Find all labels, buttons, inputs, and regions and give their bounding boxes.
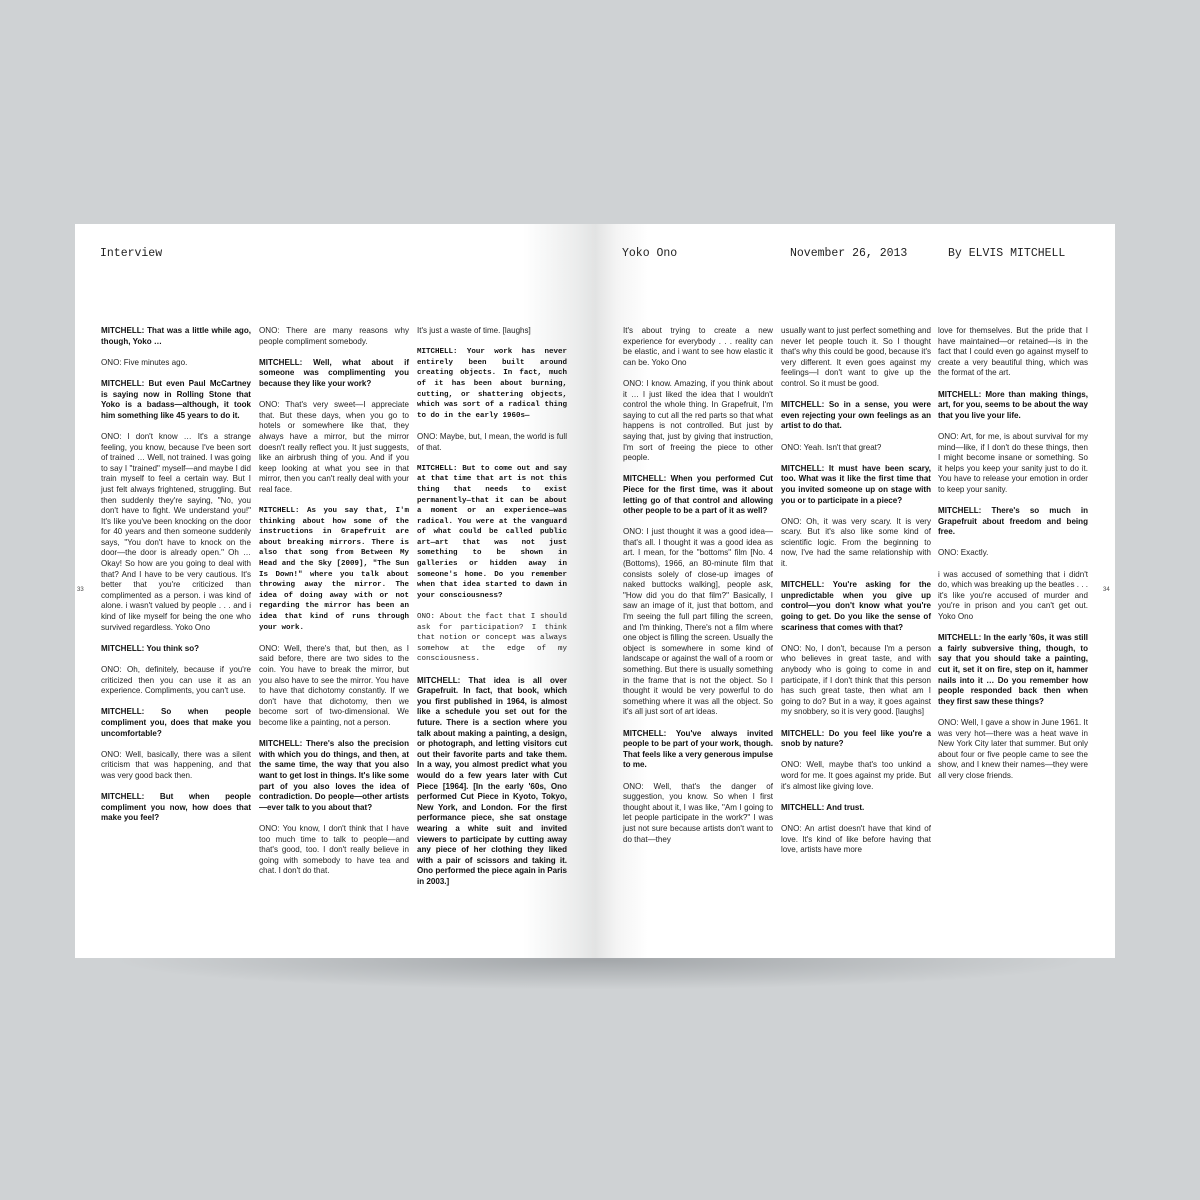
interview-question: MITCHELL: So in a sense, you were even rejecting your own feelings as an artist to do that. xyxy=(781,400,931,431)
right-column-3 xyxy=(938,326,1088,792)
interview-question: MITCHELL: But when people compliment you now, how does that make you feel? xyxy=(101,792,251,823)
interview-question: MITCHELL: But to come out and say at that time that art is not this thing that needs to exist permanently—that it can be about a moment or an experience—was radical. You were at the vanguard of what could be called public art—art that was not just something to be shown in galleries or hidden away in someone's home. Do you remember when that idea started to dawn in your consciousness? xyxy=(417,464,567,600)
interview-question: MITCHELL: In the early '60s, it was still a fairly subversive thing, though, to say that you should take a painting, cut it, set it on fire, step on it, hammer nails into it … Do you remember how people responded back then when they first saw these things? xyxy=(938,633,1088,706)
interview-answer: It's just a waste of time. [laughs] xyxy=(417,326,531,335)
interview-answer: ONO: Maybe, but, I mean, the world is full of that. xyxy=(417,431,567,452)
right-header-date: November 26, 2013 xyxy=(790,247,908,260)
interview-answer: ONO: No, I don't, because I'm a person who believes in great taste, and with anybody who is going to come in and participate, if I don't think that this person has such great taste, then what am I going to do? But in a way, it goes against my snobbery, so it is very good. [laughs] xyxy=(781,643,931,717)
interview-answer: ONO: Well, I gave a show in June 1961. It was very hot—there was a heat wave in New York City later that summer. But only about four or five people came to see the show, and I knew their names—they were all very close friends. xyxy=(938,717,1088,780)
interview-answer: usually want to just perfect something and never let people touch it. So I thought that's why this could be good, because it's very different. It even goes against my feelings—I don't want to give up the control. So it must be good. xyxy=(781,326,931,388)
interview-answer: ONO: There are many reasons why people compliment somebody. xyxy=(259,326,409,346)
interview-question: MITCHELL: As you say that, I'm thinking about how some of the instructions in Grapefruit are about breaking mirrors. There is also that song from Between My Head and the Sky [2009], "The Sun Is Down!" where you talk about throwing away the mirror. The idea of doing away with or not regarding the mirror has been an idea that kind of runs through your work. xyxy=(259,507,409,632)
interview-question: MITCHELL: Well, what about if someone was complimenting you because they like your work? xyxy=(259,357,409,388)
interview-question: MITCHELL: There's also the precision with which you do things, and then, at the same time, the way that you also want to get lost in things. It's like some part of you also loves the idea of contradiction. Do people—other artists—ever talk to you about that? xyxy=(259,739,409,812)
interview-answer: ONO: Well, maybe that's too unkind a word for me. It goes against my pride. But it's almost like giving love. xyxy=(781,760,931,791)
interview-answer: ONO: Well, there's that, but then, as I said before, there are two sides to the coin. You have to break the mirror, but you also have to see the mirror. You have to have that dichotomy constantly. If we don't have that dichotomy, then we become sort of two-dimensional. We become like a painting, not a person. xyxy=(259,643,409,727)
interview-question: MITCHELL: Your work has never entirely been built around creating objects. In fact, much of it has been about burning, cutting, or shattering objects, which was sort of a radical thing to do in the early 1960s— xyxy=(417,348,567,420)
interview-answer: ONO: Oh, it was very scary. It is very scary. But it's also like some kind of scientific logic. From the beginning to now, I've had the same relationship with it. xyxy=(781,516,931,569)
interview-question: MITCHELL: It must have been scary, too. What was it like the first time that you invited someone up on stage with you or to participate in a piece? xyxy=(781,463,931,505)
interview-question: MITCHELL: So when people compliment you, does that make you uncomfortable? xyxy=(101,707,251,738)
interview-question: MITCHELL: That idea is all over Grapefruit. In fact, that book, which you first published in 1964, is almost like a schedule you set out for the future. There is a section where you talk about making a painting, a design, or photograph, and letting visitors cut out their favorite parts and take them. In a way, you almost predict what you would do a few years later with Cut Piece [1964]. [In the early '60s, Ono performed Cut Piece in Kyoto, Tokyo, New York, and London. For the first performance piece, she sat onstage wearing a white suit and invited viewers to participate by cutting away any piece of her clothing they liked with a pair of scissors and taking it. Ono performed the piece again in Paris in 2003.] xyxy=(417,675,567,886)
interview-answer: ONO: Yeah. Isn't that great? xyxy=(781,442,882,452)
interview-answer: ONO: Art, for me, is about survival for my mind—like, if I don't do these things, then I might become insane or something. So it helps you keep your sanity just to do it. You have to release your emotion in order to keep your sanity. xyxy=(938,431,1088,494)
interview-question: MITCHELL: More than making things, art, for you, seems to be about the way that you live your life. xyxy=(938,389,1088,420)
right-page xyxy=(596,224,1115,958)
interview-answer: It's about trying to create a new experience for everybody . . . reality can be elastic, and i want to see how elastic it can be. Yoko Ono xyxy=(623,326,773,367)
interview-question: MITCHELL: And trust. xyxy=(781,802,865,812)
interview-answer: ONO: I just thought it was a good idea—that's all. I thought it was a good idea as art. I mean, for the "bottoms" film [No. 4 (Bottoms), 1966, an 80-minute film that consists solely of close-up images of naked buttocks walking], people ask, "How did you do that film?" Basically, I saw an image of it, just that bottom, and I'm seeing the full part filling the screen, and I'm thinking, There's not a film where one object is filling the screen. Usually the object is somewhere in some kind of landscape or against the wall of a room or something. But there is usually something in the frame that is not the object. So I thought it would be very powerful to do something where it was all the object. So it's all just sort of art ideas. xyxy=(623,527,773,717)
interview-question: MITCHELL: You think so? xyxy=(101,643,200,653)
interview-question: MITCHELL: Do you feel like you're a snob by nature? xyxy=(781,728,931,749)
left-column-3 xyxy=(417,326,567,898)
left-page xyxy=(75,224,596,958)
interview-answer: ONO: I know. Amazing, if you think about it … I just liked the idea that I wouldn't control the whole thing. In Grapefruit, I'm saying to cut all the red parts so that what happens is not controlled. But just by saying that, just by giving that instruction, I'm sort of freeing the piece to other people. xyxy=(623,378,773,463)
interview-answer: ONO: Well, basically, there was a silent criticism that was happening, and that was very good back then. xyxy=(101,749,251,780)
left-column-1 xyxy=(101,326,251,835)
right-column-1 xyxy=(623,326,773,856)
interview-answer: love for themselves. But the pride that I have maintained—or retained—is in the fact that I could even go against myself to create a very beautiful thing, which was the format of the art. xyxy=(938,326,1088,378)
interview-question: MITCHELL: You're asking for the unpredictable when you give up control—you don't know what you're going to get. Do you like the sense of scariness that comes with that? xyxy=(781,580,931,632)
interview-answer: ONO: That's very sweet—I appreciate that. But these days, when you go to hotels or somewhere like that, they always have a mirror, but the mirror doesn't really reflect you. It just suggests, like an airbrush thing of you. And if you keep looking at what you see in that mirror, then you can't really deal with your real face. xyxy=(259,400,409,494)
interview-question: MITCHELL: You've always invited people to be part of your work, though. That feels like a very generous impulse to me. xyxy=(623,728,773,770)
interview-question: MITCHELL: That was a little while ago, though, Yoko … xyxy=(101,326,251,346)
interview-question: MITCHELL: But even Paul McCartney is saying now in Rolling Stone that Yoko is a badass—although, it took him something like 45 years to do it. xyxy=(101,378,251,420)
interview-answer: ONO: I don't know … It's a strange feeling, you know, because I've been sort of trained … Well, not trained. I was going to say I "trained" myself—and maybe I did train myself to feel a certain way. But I just felt always frightened, struggling. But then suddenly they're saying, "No, you don't have to fight. We understand you!" It's like you've been knocking on the door for 40 years and then someone suddenly says, "You don't have to knock on the door—the door is already open." Oh … Okay! So how are you going to deal with that? And I have to be very cautious. It's better that you're criticized than complimented as a person. i was kind of alone. i wasn't valued by people . . . and i kind of like myself for being the one who survived regardless. Yoko Ono xyxy=(101,431,251,632)
left-header: Interview xyxy=(100,247,163,260)
interview-question: MITCHELL: There's so much in Grapefruit about freedom and being free. xyxy=(938,506,1088,537)
right-column-2 xyxy=(781,326,931,866)
interview-answer: ONO: Exactly. xyxy=(938,548,989,558)
interview-answer: ONO: An artist doesn't have that kind of love. It's kind of like before having that love, artists have more xyxy=(781,823,931,855)
interview-answer: ONO: About the fact that I should ask for participation? I think that notion or concept was always somehow at the edge of my consciousness. xyxy=(417,613,567,664)
left-folio: 33 xyxy=(77,587,84,593)
interview-question: MITCHELL: When you performed Cut Piece for the first time, was it about letting go of that control and allowing other people to be a part of it as well? xyxy=(623,474,773,516)
right-folio: 34 xyxy=(1103,587,1110,593)
interview-answer: ONO: Five minutes ago. xyxy=(101,357,188,367)
interview-answer: ONO: Well, that's the danger of suggestion, you know. So when I first thought about it, I was like, "Am I going to let people participate in the work?" I was just not sure because artists don't want to do that—they xyxy=(623,781,773,844)
interview-answer: ONO: You know, I don't think that I have too much time to talk to people—and that's good, too. I don't really believe in going with somebody to have tea and chat. I don't do that. xyxy=(259,823,409,876)
interview-answer: ONO: Oh, definitely, because if you're criticized then you can use it as an experience. Compliments, you can't use. xyxy=(101,665,251,696)
interview-answer: i was accused of something that i didn't do, which was breaking up the beatles . . . it's like you're accused of murder and you're in prison and you can't get out. Yoko Ono xyxy=(938,569,1088,622)
right-header-byline: By ELVIS MITCHELL xyxy=(948,247,1066,260)
left-column-2 xyxy=(259,326,409,887)
right-header-title: Yoko Ono xyxy=(622,247,678,260)
